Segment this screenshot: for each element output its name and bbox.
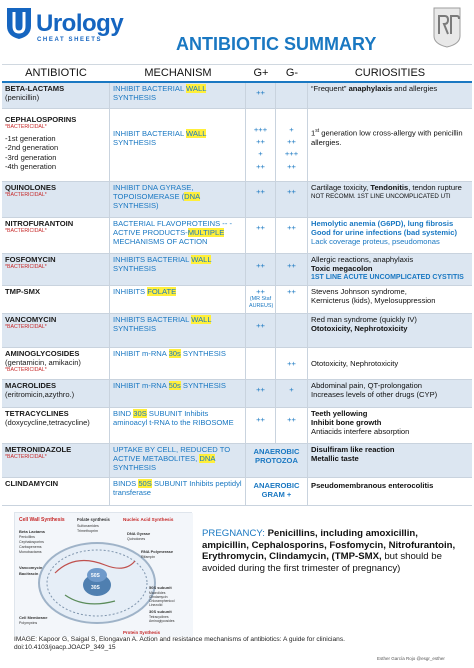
gpos-value: ++ bbox=[256, 88, 265, 97]
monogram-seal-icon bbox=[432, 6, 462, 48]
drug-name: MACROLIDES bbox=[5, 381, 57, 390]
cur-line: Ototoxicity, Nephrotoxicity bbox=[311, 359, 399, 368]
mechanism-cell bbox=[110, 348, 246, 379]
col-antibiotic: ANTIBIOTIC bbox=[25, 67, 87, 79]
figure-label: Aminoglycosides bbox=[149, 619, 175, 623]
table-row bbox=[2, 254, 472, 286]
mech-text: SUBUNIT Inhibits peptidyl transferase bbox=[113, 479, 242, 498]
gneg-value: ++ bbox=[287, 223, 296, 232]
drug-name: AMINOGLYCOSIDES bbox=[5, 349, 80, 358]
mech-highlight: DNA bbox=[199, 454, 215, 464]
cur-line: Stevens Johnson syndrome, bbox=[311, 287, 407, 296]
mech-text: SYNTHESIS bbox=[113, 138, 157, 148]
spectrum-cell bbox=[246, 478, 308, 505]
spectrum-line: ANAEROBIC bbox=[253, 447, 300, 456]
table-row bbox=[2, 83, 472, 109]
figure-label: DNA Gyrase bbox=[127, 531, 151, 536]
gpos-cell bbox=[246, 348, 276, 379]
mechanism-cell bbox=[110, 408, 246, 443]
bactericidal-tag: *BACTERICIDAL* bbox=[5, 324, 47, 331]
figure-label: Cephalosporins bbox=[19, 540, 44, 544]
figure-label: Cell Wall Synthesis bbox=[19, 517, 65, 523]
gneg-value: ++ bbox=[287, 261, 296, 270]
mech-highlight: WALL bbox=[186, 129, 207, 138]
drug-name: TETRACYCLINES bbox=[5, 409, 69, 418]
mech-text: INHIBIT BACTERIAL bbox=[113, 84, 187, 93]
cur-line: Allergic reactions, anaphylaxis bbox=[311, 255, 414, 264]
bactericidal-tag: *BACTERICIDAL* bbox=[5, 228, 47, 235]
shield-logo-icon bbox=[6, 6, 32, 40]
cur-line: Abdominal pain, QT-prolongation bbox=[311, 381, 423, 390]
figure-label: Protein Synthesis bbox=[123, 630, 161, 635]
drug-name: TMP-SMX bbox=[5, 287, 41, 296]
author-credit: Esther García Rojo @esgr_esther bbox=[377, 656, 445, 661]
table-row bbox=[2, 408, 472, 444]
table-row bbox=[2, 286, 472, 314]
mech-highlight: 30S bbox=[133, 409, 147, 418]
bactericidal-tag: *BACTERICIDAL* bbox=[5, 124, 47, 131]
pregnancy-drugs: Penicillins, including amoxicillin, ampicillin, Cephalosporins, Fosfomycin, Nitrofurantoin, Erythromycin, Clindamycin, (TMP-SMX, bbox=[202, 528, 456, 563]
gpos-value: ++ bbox=[256, 223, 265, 232]
gpos-note: (MR Staf AUREUS) bbox=[249, 296, 274, 309]
drug-cell bbox=[2, 286, 110, 313]
curiosities-cell bbox=[308, 408, 472, 443]
gneg-value: + bbox=[289, 385, 294, 394]
figure-label: Vancomycin bbox=[19, 565, 43, 570]
drug-cell bbox=[2, 380, 110, 407]
cur-line: Teeth yellowing bbox=[311, 409, 368, 418]
mech-highlight: WALL bbox=[191, 255, 212, 264]
mechanism-cell bbox=[110, 286, 246, 313]
drug-name: CEPHALOSPORINS bbox=[5, 115, 77, 124]
drug-sub: -4th generation bbox=[5, 161, 57, 171]
mech-text: BINDS bbox=[113, 479, 139, 488]
figure-label: Sulfonamides bbox=[77, 524, 99, 528]
drug-cell bbox=[2, 348, 110, 379]
mech-highlight: 50S bbox=[138, 479, 152, 488]
drug-cell bbox=[2, 478, 110, 505]
gneg-cell bbox=[276, 218, 308, 253]
gpos-value: ++ bbox=[256, 187, 265, 196]
cur-text: generation low cross-allergy with penicillin allergies. bbox=[311, 128, 463, 147]
gpos-cell bbox=[246, 83, 276, 108]
mech-text: INHIBIT DNA GYRASE, TOPOISOMERASE ( bbox=[113, 183, 194, 202]
curiosities-cell bbox=[308, 314, 472, 347]
curiosities-cell bbox=[308, 109, 472, 181]
drug-name: BETA-LACTAMS bbox=[5, 84, 65, 93]
mechanism-cell bbox=[110, 254, 246, 285]
spectrum-line: PROTOZOA bbox=[255, 456, 298, 466]
cur-bold: Tendonitis bbox=[370, 183, 409, 192]
figure-label: Quinolones bbox=[127, 537, 146, 541]
gneg-value: ++ bbox=[287, 415, 296, 424]
cur-line: 1ST LINE ACUTE UNCOMPLICATED CYSTITIS bbox=[311, 274, 464, 282]
gpos-value: +++ bbox=[253, 125, 268, 134]
table-row bbox=[2, 314, 472, 348]
figure-label: 50S bbox=[91, 573, 100, 579]
cur-line: Ototoxicity, Nephrotoxicity bbox=[311, 324, 408, 334]
mech-text: SYNTHESIS) bbox=[113, 201, 159, 211]
spectrum-cell bbox=[246, 444, 308, 477]
cur-text: and allergies bbox=[392, 84, 438, 93]
cur-text: Cartilage toxicity, bbox=[311, 183, 371, 192]
figure-label: Chloramphenicol bbox=[149, 599, 175, 603]
cur-line: Good for urine infections (bad systemic) bbox=[311, 228, 457, 238]
cur-line: Hemolytic anemia (G6PD), lung fibrosis bbox=[311, 219, 454, 228]
figure-label: Monobactams bbox=[19, 550, 42, 554]
drug-cell bbox=[2, 109, 110, 181]
cur-line: Inhibit bone growth bbox=[311, 418, 382, 428]
cur-text: “Frequent” bbox=[311, 84, 349, 93]
drug-cell bbox=[2, 83, 110, 108]
gpos-value: ++ bbox=[256, 415, 265, 424]
gneg-cell bbox=[276, 182, 308, 217]
cur-line: Kernicterus (kids), Myelosuppression bbox=[311, 296, 436, 306]
drug-sub: -1st generation bbox=[5, 134, 56, 144]
col-mechanism: MECHANISM bbox=[144, 67, 212, 79]
figure-label: Linezolid bbox=[149, 603, 163, 607]
mech-highlight: 50s bbox=[168, 381, 181, 390]
mech-highlight: FOLATE bbox=[147, 287, 177, 296]
bactericidal-tag: *BACTERICIDAL* bbox=[5, 454, 47, 461]
mech-text: BACTERIAL FLAVOPROTEINS -- -ACTIVE PRODUCTS- bbox=[113, 219, 232, 238]
cur-line: Metallic taste bbox=[311, 454, 359, 464]
drug-cell bbox=[2, 218, 110, 253]
curiosities-cell bbox=[308, 444, 472, 477]
spectrum-line: GRAM + bbox=[261, 490, 292, 500]
figure-label: Bacitracin bbox=[19, 571, 39, 576]
cur-bold: anaphylaxis bbox=[348, 84, 393, 93]
brand-name: Urology bbox=[36, 10, 124, 37]
drug-sub: (eritromicin,azythro.) bbox=[5, 390, 75, 400]
mechanism-cell bbox=[110, 478, 246, 505]
mech-highlight: DNA bbox=[184, 192, 200, 202]
bactericidal-tag: *BACTERICIDAL* bbox=[5, 264, 47, 271]
drug-name: FOSFOMYCIN bbox=[5, 255, 56, 264]
gpos-cell bbox=[246, 182, 276, 217]
mech-text: INHIBIT BACTERIAL bbox=[113, 129, 187, 138]
mech-text: SYNTHESIS bbox=[113, 264, 157, 274]
brand-subtitle: CHEAT SHEETS bbox=[37, 37, 103, 43]
gneg-value: ++ bbox=[287, 187, 296, 196]
figure-label: Folate synthesis bbox=[77, 517, 110, 522]
mech-text: INHIBITS BACTERIAL bbox=[113, 255, 192, 264]
gpos-value: ++ bbox=[256, 385, 265, 394]
spectrum-line: ANAEROBIC bbox=[253, 481, 300, 490]
gpos-value: + bbox=[258, 149, 263, 159]
drug-cell bbox=[2, 408, 110, 443]
drug-sub: (doxycycline,tetracycline) bbox=[5, 418, 90, 428]
cur-line: Lack coverage proteus, pseudomonas bbox=[311, 237, 440, 247]
col-gram-positive: G+ bbox=[253, 67, 269, 79]
drug-cell bbox=[2, 182, 110, 217]
pregnancy-label: PREGNANCY: bbox=[202, 528, 268, 539]
figure-label: Penicillins bbox=[19, 535, 35, 539]
figure-label: Rifampin bbox=[141, 555, 156, 559]
mech-text: SYNTHESIS bbox=[113, 463, 157, 473]
cur-line: Antiacids interfere absorption bbox=[311, 427, 410, 437]
curiosities-cell bbox=[308, 348, 472, 379]
drug-name: NITROFURANTOIN bbox=[5, 219, 74, 228]
drug-cell bbox=[2, 254, 110, 285]
cur-sup: st bbox=[315, 128, 320, 134]
gneg-cell bbox=[276, 408, 308, 443]
mechanism-cell bbox=[110, 444, 246, 477]
gpos-value: ++ bbox=[256, 161, 265, 171]
mech-text: MECHANISMS OF ACTION bbox=[113, 237, 208, 247]
mech-text: BIND bbox=[113, 409, 134, 418]
bactericidal-tag: *BACTERICIDAL* bbox=[5, 367, 47, 374]
gpos-cell bbox=[246, 314, 276, 347]
gneg-cell bbox=[276, 83, 308, 108]
cur-line: Disulfiram like reaction bbox=[311, 445, 395, 454]
drug-sub: (penicillin) bbox=[5, 93, 40, 103]
antibiotic-table bbox=[2, 64, 472, 506]
mech-text: INHIBIT m-RNA bbox=[113, 381, 169, 390]
gpos-cell bbox=[246, 408, 276, 443]
drug-cell bbox=[2, 444, 110, 477]
mechanism-cell bbox=[110, 83, 246, 108]
figure-label: 50S subunit bbox=[149, 585, 172, 590]
mechanism-diagram bbox=[15, 513, 193, 637]
gneg-value: ++ bbox=[287, 287, 296, 296]
mech-text: INHIBITS bbox=[113, 287, 148, 296]
mech-text: SYNTHESIS bbox=[113, 324, 157, 334]
drug-sub: (gentamicin, amikacin) bbox=[5, 358, 81, 368]
gneg-value: ++ bbox=[287, 161, 296, 171]
figure-label: Macrolides bbox=[149, 591, 166, 595]
mech-text: SYNTHESIS bbox=[113, 93, 157, 103]
table-row bbox=[2, 109, 472, 182]
gneg-cell bbox=[276, 348, 308, 379]
gneg-value: +++ bbox=[284, 149, 299, 159]
mechanism-cell bbox=[110, 182, 246, 217]
mech-highlight: MULTIPLE bbox=[187, 228, 225, 238]
gpos-value: ++ bbox=[256, 287, 265, 296]
mechanism-cell bbox=[110, 314, 246, 347]
mech-highlight: WALL bbox=[186, 84, 207, 93]
drug-name: CLINDAMYCIN bbox=[5, 479, 59, 488]
pregnancy-note bbox=[202, 528, 466, 574]
gpos-cell bbox=[246, 218, 276, 253]
gneg-cell bbox=[276, 380, 308, 407]
cur-note: NOT RECOMM. 1ST LINE UNCOMPLICATED UTI bbox=[311, 193, 451, 201]
gpos-value: ++ bbox=[256, 261, 265, 270]
pregnancy-rest: but should be avoided during the first trimester of pregnancy) bbox=[202, 551, 442, 574]
curiosities-cell bbox=[308, 218, 472, 253]
table-row bbox=[2, 182, 472, 218]
col-gram-negative: G- bbox=[285, 67, 299, 79]
figure-label: Cell Membrane bbox=[19, 615, 48, 620]
image-reference: IMAGE: Kapoor G, Saigal S, Elongavan A. Action and resistance mechanisms of antibiotics: A guide for clinicians. doi:10.4103/joacp.JOACP_349_15 bbox=[14, 636, 345, 651]
mech-text: SYNTHESIS bbox=[180, 349, 226, 358]
bactericidal-tag: *BACTERICIDAL* bbox=[5, 192, 47, 199]
figure-label: Carbapenems bbox=[19, 545, 42, 549]
gneg-cell bbox=[276, 314, 308, 347]
table-row bbox=[2, 218, 472, 254]
mechanism-cell bbox=[110, 109, 246, 181]
mechanism-cell bbox=[110, 218, 246, 253]
cur-line: Pseudomembranous enterocolitis bbox=[311, 481, 434, 490]
mechanism-figure bbox=[14, 512, 192, 636]
cur-line: Toxic megacolon bbox=[311, 264, 373, 274]
gneg-value: ++ bbox=[287, 359, 296, 368]
mechanism-cell bbox=[110, 380, 246, 407]
figure-label: Beta Lactams bbox=[19, 529, 46, 534]
col-curiosities: CURIOSITIES bbox=[354, 67, 426, 79]
figure-label: Tetracyclines bbox=[149, 615, 169, 619]
drug-sub: -2nd generation bbox=[5, 143, 59, 153]
drug-name: METRONIDAZOLE bbox=[5, 445, 72, 454]
cur-text: , tendon rupture bbox=[408, 183, 462, 192]
figure-label: Trimethoprim bbox=[77, 529, 99, 533]
figure-label: Polymyxins bbox=[19, 621, 38, 625]
mech-text: SYNTHESIS bbox=[180, 381, 226, 390]
gneg-value: + bbox=[289, 125, 294, 134]
curiosities-cell bbox=[308, 254, 472, 285]
mech-text: INHIBIT m-RNA bbox=[113, 349, 169, 358]
figure-label: RNA Polymerase bbox=[141, 549, 174, 554]
cur-line: Increases levels of other drugs (CYP) bbox=[311, 390, 438, 400]
mech-text: UPTAKE BY CELL, REDUCED TO ACTIVE METABOLITES, bbox=[113, 445, 231, 464]
gpos-cell bbox=[246, 380, 276, 407]
cur-line: Red man syndrome (quickly IV) bbox=[311, 315, 417, 324]
page-title: ANTIBIOTIC SUMMARY bbox=[176, 34, 377, 54]
table-header bbox=[2, 64, 472, 83]
gpos-cell bbox=[246, 254, 276, 285]
table-row bbox=[2, 380, 472, 408]
drug-sub: -3rd generation bbox=[5, 152, 57, 162]
figure-label: 30S bbox=[91, 585, 100, 591]
gneg-cell bbox=[276, 109, 308, 181]
curiosities-cell bbox=[308, 83, 472, 108]
mech-highlight: WALL bbox=[191, 315, 212, 324]
curiosities-cell bbox=[308, 286, 472, 313]
table-row bbox=[2, 444, 472, 478]
gpos-cell bbox=[246, 286, 276, 313]
figure-label: Nucleic Acid Synthesis bbox=[123, 517, 174, 522]
mech-highlight: 30s bbox=[168, 349, 181, 358]
table-row bbox=[2, 348, 472, 380]
table-row bbox=[2, 478, 472, 506]
drug-name: QUINOLONES bbox=[5, 183, 57, 192]
figure-label: Clindamycin bbox=[149, 595, 168, 599]
gpos-cell bbox=[246, 109, 276, 181]
mech-text: SUBUNIT Inhibits aminoacyl t-RNA to the RIBOSOME bbox=[113, 409, 234, 428]
curiosities-cell bbox=[308, 478, 472, 505]
figure-label: 30S subunit bbox=[149, 609, 172, 614]
gpos-value: ++ bbox=[256, 137, 265, 147]
header bbox=[0, 0, 474, 64]
gneg-value: ++ bbox=[287, 137, 296, 147]
drug-cell bbox=[2, 314, 110, 347]
curiosities-cell bbox=[308, 380, 472, 407]
gneg-cell bbox=[276, 254, 308, 285]
cur-text: 1 bbox=[311, 128, 316, 138]
curiosities-cell bbox=[308, 182, 472, 217]
gpos-value: ++ bbox=[256, 321, 265, 330]
gneg-cell bbox=[276, 286, 308, 313]
drug-name: VANCOMYCIN bbox=[5, 315, 57, 324]
mech-text: INHIBITS BACTERIAL bbox=[113, 315, 192, 324]
